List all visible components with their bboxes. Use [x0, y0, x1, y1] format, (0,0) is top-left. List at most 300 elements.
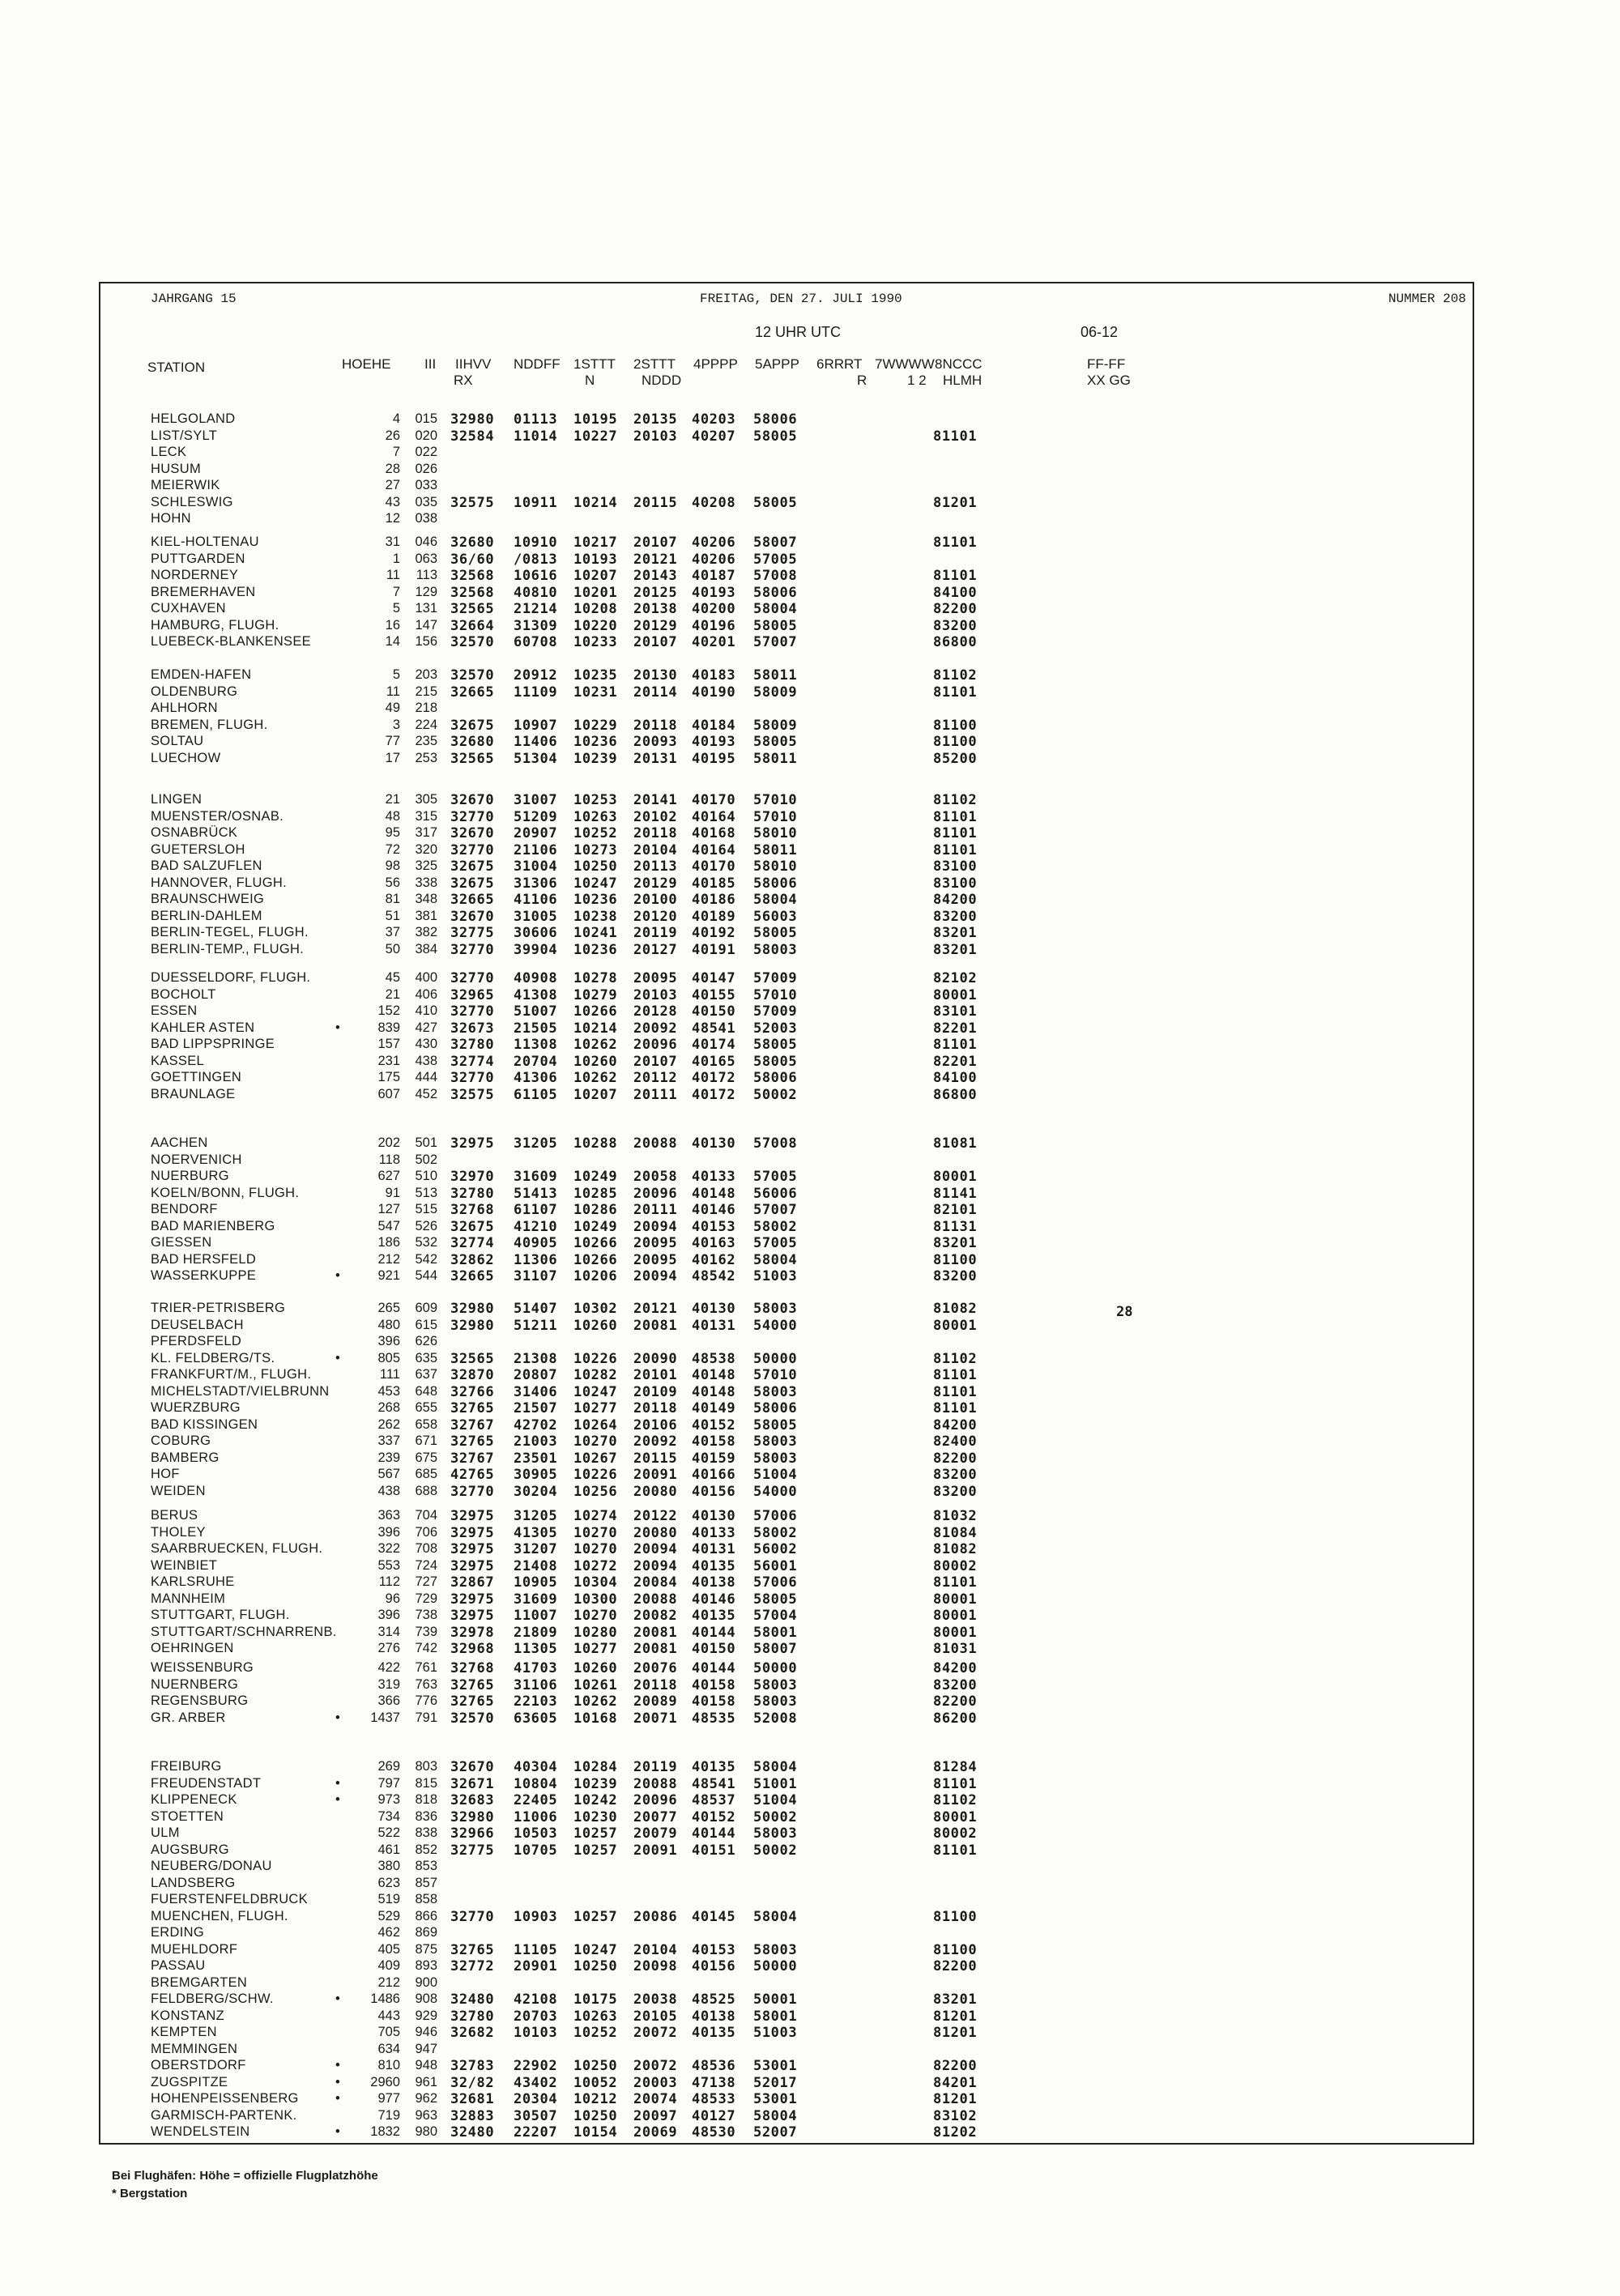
obs-group: 10262 — [573, 1037, 618, 1053]
obs-group: 10249 — [573, 1218, 618, 1235]
obs-group: 40164 — [692, 808, 736, 825]
station-row — [100, 1558, 1473, 1575]
obs-group: 32664 — [450, 617, 495, 634]
obs-group: 20091 — [633, 1842, 678, 1859]
station-row — [100, 1186, 1473, 1203]
obs-group: 10262 — [573, 1070, 618, 1086]
station-name: BENDORF — [151, 1202, 218, 1216]
obs-group: 58006 — [753, 1070, 798, 1086]
obs-group: 20118 — [633, 825, 678, 841]
station-id: 609 — [415, 1301, 437, 1315]
station-height: 239 — [377, 1450, 400, 1465]
station-row — [100, 1433, 1473, 1450]
station-height: 839 — [377, 1020, 400, 1035]
station-id: 727 — [415, 1574, 437, 1589]
station-row — [100, 1625, 1473, 1642]
obs-group: 81101 — [933, 535, 978, 551]
obs-group: 20086 — [633, 1908, 678, 1925]
station-name: PASSAU — [151, 1958, 206, 1973]
obs-group: 32671 — [450, 1775, 495, 1792]
obs-group: 58005 — [753, 617, 798, 634]
obs-group: 20094 — [633, 1218, 678, 1235]
obs-group: 58011 — [753, 841, 798, 858]
obs-group: 32680 — [450, 734, 495, 750]
col-8: 7WWWW — [875, 356, 935, 372]
station-row — [100, 2042, 1473, 2059]
obs-group: 82200 — [933, 1450, 978, 1467]
station-id: 761 — [415, 1660, 437, 1675]
mountain-marker: • — [335, 1775, 340, 1791]
obs-group: 83100 — [933, 858, 978, 875]
obs-group: 10236 — [573, 892, 618, 908]
station-height: 5 — [392, 601, 400, 616]
obs-group: 40131 — [692, 1317, 736, 1334]
station-row — [100, 1809, 1473, 1826]
station-height: 268 — [377, 1400, 400, 1415]
legend-mountain-note: * Bergstation — [112, 2187, 188, 2200]
obs-group: 31309 — [514, 617, 558, 634]
station-row — [100, 1942, 1473, 1959]
station-height: 363 — [377, 1508, 400, 1523]
obs-group: 51003 — [753, 1268, 798, 1284]
station-row — [100, 1541, 1473, 1558]
obs-group: 40162 — [692, 1251, 736, 1268]
obs-group: 20912 — [514, 667, 558, 684]
obs-group: 31406 — [514, 1383, 558, 1400]
station-id: 729 — [415, 1591, 437, 1606]
obs-group: 61105 — [514, 1086, 558, 1103]
obs-group: 58003 — [753, 1450, 798, 1467]
station-name: GOETTINGEN — [151, 1070, 242, 1084]
obs-group: 32883 — [450, 2107, 495, 2124]
col-5: 4PPPP — [693, 356, 738, 372]
station-height: 16 — [385, 617, 400, 633]
obs-group: 10247 — [573, 1383, 618, 1400]
station-row — [100, 1608, 1473, 1625]
obs-group: 40153 — [692, 1218, 736, 1235]
obs-group: 30204 — [514, 1483, 558, 1500]
date-label: FREITAG, DEN 27. JULI 1990 — [700, 292, 902, 306]
obs-group: 10256 — [573, 1483, 618, 1500]
station-height: 380 — [377, 1859, 400, 1873]
col-3: 1STTT — [573, 356, 616, 372]
obs-group: 31106 — [514, 1676, 558, 1693]
obs-group: 51003 — [753, 2025, 798, 2041]
station-row — [100, 1484, 1473, 1501]
obs-group: 10284 — [573, 1759, 618, 1775]
station-id: 147 — [415, 617, 437, 633]
obs-group: 32682 — [450, 2025, 495, 2041]
obs-group: 20080 — [633, 1524, 678, 1541]
obs-group: 10242 — [573, 1792, 618, 1808]
station-name: WEISSENBURG — [151, 1660, 254, 1675]
station-height: 319 — [377, 1676, 400, 1692]
obs-group: 42765 — [450, 1467, 495, 1483]
obs-group: 51209 — [514, 808, 558, 825]
station-name: KARLSRUHE — [151, 1574, 235, 1589]
station-id: 763 — [415, 1676, 437, 1692]
obs-group: 20095 — [633, 970, 678, 986]
obs-group: 32681 — [450, 2091, 495, 2107]
station-name: KLIPPENECK — [151, 1792, 237, 1807]
station-height: 5 — [392, 667, 400, 682]
obs-group: 80001 — [933, 1624, 978, 1641]
station-name: WUERZBURG — [151, 1400, 241, 1415]
obs-group: 80001 — [933, 1169, 978, 1185]
station-height: 396 — [377, 1334, 400, 1348]
obs-group: 20138 — [633, 601, 678, 617]
obs-group: 21505 — [514, 1020, 558, 1037]
obs-group: 32770 — [450, 1070, 495, 1086]
obs-group: 32675 — [450, 717, 495, 734]
station-row — [100, 1792, 1473, 1809]
station-row — [100, 1318, 1473, 1335]
obs-group: 20121 — [633, 1301, 678, 1317]
obs-group: 81031 — [933, 1641, 978, 1657]
station-name: PFERDSFELD — [151, 1334, 242, 1348]
obs-group: 81201 — [933, 2025, 978, 2041]
obs-group: 20901 — [514, 1958, 558, 1974]
station-name: NORDERNEY — [151, 568, 239, 582]
obs-group: 20076 — [633, 1660, 678, 1676]
station-name: KOELN/BONN, FLUGH. — [151, 1185, 300, 1200]
station-row — [100, 1467, 1473, 1484]
obs-group: 10270 — [573, 1524, 618, 1541]
station-height: 51 — [385, 908, 400, 923]
station-height: 529 — [377, 1908, 400, 1923]
station-id: 738 — [415, 1608, 437, 1622]
station-name: MICHELSTADT/VIELBRUNN — [151, 1383, 330, 1399]
obs-group: 20109 — [633, 1383, 678, 1400]
station-name: BAD HERSFELD — [151, 1251, 257, 1267]
station-row — [100, 1710, 1473, 1727]
station-height: 21 — [385, 792, 400, 807]
obs-group: 81101 — [933, 1367, 978, 1383]
obs-group: 81201 — [933, 2008, 978, 2025]
obs-group: 20077 — [633, 1808, 678, 1825]
station-id: 946 — [415, 2025, 437, 2039]
obs-group: 58005 — [753, 1416, 798, 1433]
obs-group: 20128 — [633, 1003, 678, 1020]
obs-group: 10233 — [573, 634, 618, 650]
station-row — [100, 552, 1473, 569]
obs-group: 50000 — [753, 1660, 798, 1676]
station-name: ULM — [151, 1825, 180, 1840]
obs-group: 50000 — [753, 1350, 798, 1367]
obs-group: 10261 — [573, 1676, 618, 1693]
obs-group: 20096 — [633, 1792, 678, 1808]
obs-group: 40148 — [692, 1185, 736, 1202]
station-name: NUERNBERG — [151, 1676, 239, 1692]
mountain-marker: • — [335, 2124, 340, 2139]
station-row — [100, 1268, 1473, 1285]
obs-group: 10503 — [514, 1825, 558, 1842]
obs-group: 31107 — [514, 1268, 558, 1284]
obs-group: 21214 — [514, 601, 558, 617]
obs-group: 20131 — [633, 750, 678, 767]
station-id: 444 — [415, 1070, 437, 1084]
station-id: 857 — [415, 1875, 437, 1890]
station-height: 462 — [377, 1925, 400, 1940]
obs-group: 81102 — [933, 667, 978, 684]
station-id: 235 — [415, 734, 437, 748]
obs-group: 20095 — [633, 1251, 678, 1268]
station-height: 111 — [379, 1367, 400, 1382]
station-height: 276 — [377, 1641, 400, 1655]
station-name: MEMMINGEN — [151, 2041, 238, 2056]
obs-group: 11109 — [514, 684, 558, 701]
station-id: 836 — [415, 1808, 437, 1824]
obs-group: 58004 — [753, 2107, 798, 2124]
station-id: 815 — [415, 1775, 437, 1791]
station-name: FELDBERG/SCHW. — [151, 1991, 274, 2006]
station-name: OEHRINGEN — [151, 1641, 234, 1655]
obs-group: 20107 — [633, 535, 678, 551]
station-row — [100, 1351, 1473, 1368]
station-height: 719 — [377, 2107, 400, 2123]
utc-label: 12 UHR UTC — [755, 324, 842, 340]
obs-group: 40148 — [692, 1367, 736, 1383]
obs-group: 58005 — [753, 734, 798, 750]
obs-group: 20092 — [633, 1020, 678, 1037]
col-7-sub: R — [857, 373, 868, 388]
station-name: MUENCHEN, FLUGH. — [151, 1908, 288, 1923]
obs-group: 20072 — [633, 2025, 678, 2041]
obs-group: 32768 — [450, 1660, 495, 1676]
station-height: 50 — [385, 941, 400, 956]
station-name: BAD LIPPSPRINGE — [151, 1037, 275, 1051]
obs-group: 58011 — [753, 667, 798, 684]
station-name: BAD KISSINGEN — [151, 1416, 258, 1432]
obs-group: 40156 — [692, 1483, 736, 1500]
obs-group: 30606 — [514, 925, 558, 941]
obs-group: 32565 — [450, 601, 495, 617]
obs-group: 57010 — [753, 986, 798, 1003]
obs-group: 57005 — [753, 1235, 798, 1251]
station-row — [100, 1525, 1473, 1542]
station-height: 231 — [377, 1053, 400, 1068]
obs-group: 84200 — [933, 1660, 978, 1676]
obs-group: 20106 — [633, 1416, 678, 1433]
obs-group: 10279 — [573, 986, 618, 1003]
obs-group: 10257 — [573, 1908, 618, 1925]
station-name: KEMPTEN — [151, 2025, 217, 2039]
obs-group: 10262 — [573, 1693, 618, 1710]
obs-group: 31004 — [514, 858, 558, 875]
station-row — [100, 1641, 1473, 1658]
obs-group: 32584 — [450, 428, 495, 445]
station-height: 4 — [392, 411, 400, 426]
obs-group: 21003 — [514, 1433, 558, 1450]
obs-group: 20100 — [633, 892, 678, 908]
obs-group: 32675 — [450, 875, 495, 892]
station-id: 615 — [415, 1317, 437, 1332]
obs-group: 58002 — [753, 1218, 798, 1235]
obs-group: 10236 — [573, 941, 618, 958]
obs-group: 82200 — [933, 601, 978, 617]
station-height: 262 — [377, 1416, 400, 1432]
obs-group: 83101 — [933, 1003, 978, 1020]
obs-group: 32975 — [450, 1524, 495, 1541]
station-id: 637 — [415, 1367, 437, 1382]
obs-group: 32565 — [450, 1350, 495, 1367]
obs-group: 82400 — [933, 1433, 978, 1450]
obs-group: 58003 — [753, 1825, 798, 1842]
station-row — [100, 1842, 1473, 1859]
obs-group: 83201 — [933, 1991, 978, 2008]
obs-group: 81100 — [933, 734, 978, 750]
obs-group: 32780 — [450, 1185, 495, 1202]
obs-group: 32765 — [450, 1941, 495, 1958]
obs-group: 81101 — [933, 825, 978, 841]
station-height: 72 — [385, 841, 400, 857]
station-id: 532 — [415, 1235, 437, 1250]
station-height: 567 — [377, 1467, 400, 1481]
col-4-sub: NDDD — [642, 373, 682, 388]
obs-group: 40156 — [692, 1958, 736, 1974]
station-height: 127 — [377, 1202, 400, 1216]
issue-number: NUMMER 208 — [1388, 292, 1467, 306]
obs-group: 32770 — [450, 841, 495, 858]
obs-group: 10277 — [573, 1400, 618, 1416]
obs-group: 63605 — [514, 1710, 558, 1727]
obs-group: 21308 — [514, 1350, 558, 1367]
station-row — [100, 2025, 1473, 2042]
col-8-sub: 1 2 — [907, 373, 927, 388]
station-height: 1486 — [370, 1991, 400, 2006]
obs-group: 40150 — [692, 1641, 736, 1657]
obs-group: 20125 — [633, 584, 678, 601]
obs-group: 40170 — [692, 792, 736, 808]
obs-group: 20113 — [633, 858, 678, 875]
station-height: 634 — [377, 2041, 400, 2056]
obs-group: 40166 — [692, 1467, 736, 1483]
obs-group: 20071 — [633, 1710, 678, 1727]
obs-group: 10239 — [573, 1775, 618, 1792]
station-name: HOHN — [151, 511, 191, 526]
station-id: 400 — [415, 970, 437, 985]
station-id: 020 — [415, 428, 437, 443]
obs-group: 40159 — [692, 1450, 736, 1467]
obs-group: 32975 — [450, 1557, 495, 1574]
obs-group: 20119 — [633, 1759, 678, 1775]
obs-group: 50002 — [753, 1842, 798, 1859]
station-height: 26 — [385, 428, 400, 443]
station-height: 973 — [377, 1792, 400, 1807]
col-station: STATION — [147, 360, 206, 375]
obs-group: 20088 — [633, 1591, 678, 1608]
station-id: 338 — [415, 875, 437, 890]
obs-group: 32775 — [450, 925, 495, 941]
station-name: BERUS — [151, 1508, 198, 1523]
obs-group: 32568 — [450, 584, 495, 601]
station-id: 852 — [415, 1842, 437, 1857]
station-row — [100, 1400, 1473, 1417]
side-col-2: XX GG — [1087, 373, 1131, 388]
obs-group: 10201 — [573, 584, 618, 601]
obs-group: 40203 — [692, 411, 736, 428]
obs-group: 10270 — [573, 1541, 618, 1557]
obs-group: 58005 — [753, 1591, 798, 1608]
obs-group: 10220 — [573, 617, 618, 634]
station-row — [100, 1677, 1473, 1694]
obs-group: 40135 — [692, 2025, 736, 2041]
station-name: REGENSBURG — [151, 1693, 249, 1708]
obs-group: 20121 — [633, 551, 678, 568]
station-name: OLDENBURG — [151, 684, 238, 699]
obs-group: 40208 — [692, 494, 736, 511]
obs-group: 57010 — [753, 1367, 798, 1383]
obs-group: 58003 — [753, 941, 798, 958]
obs-group: 32/82 — [450, 2074, 495, 2091]
obs-group: 57007 — [753, 1202, 798, 1218]
station-id: 317 — [415, 825, 437, 840]
station-height: 461 — [377, 1842, 400, 1857]
obs-group: 20082 — [633, 1608, 678, 1624]
station-row — [100, 942, 1473, 959]
col-9-sub: HLMH — [943, 373, 983, 388]
obs-group: 10266 — [573, 1235, 618, 1251]
station-name: CUXHAVEN — [151, 601, 226, 616]
obs-group: 57006 — [753, 1574, 798, 1591]
obs-group: 31609 — [514, 1591, 558, 1608]
obs-group: 40190 — [692, 684, 736, 701]
obs-group: 40187 — [692, 568, 736, 584]
station-id: 962 — [415, 2091, 437, 2106]
side-value: 28 — [1116, 1304, 1133, 1320]
station-name: OBERSTDORF — [151, 2058, 246, 2072]
obs-group: 23501 — [514, 1450, 558, 1467]
obs-group: 31609 — [514, 1169, 558, 1185]
station-id: 320 — [415, 841, 437, 857]
obs-group: 58004 — [753, 892, 798, 908]
obs-group: 32670 — [450, 792, 495, 808]
station-id: 438 — [415, 1053, 437, 1068]
obs-group: 40172 — [692, 1070, 736, 1086]
obs-group: 32565 — [450, 750, 495, 767]
station-height: 623 — [377, 1875, 400, 1890]
obs-group: 40144 — [692, 1825, 736, 1842]
obs-group: 10212 — [573, 2091, 618, 2107]
obs-group: 40206 — [692, 551, 736, 568]
station-height: 366 — [377, 1693, 400, 1708]
station-name: BERLIN-TEMP., FLUGH. — [151, 941, 305, 956]
obs-group: 40158 — [692, 1433, 736, 1450]
obs-group: 20107 — [633, 634, 678, 650]
station-row — [100, 2008, 1473, 2026]
obs-group: 10247 — [573, 875, 618, 892]
obs-group: 84200 — [933, 1416, 978, 1433]
station-name: MANNHEIM — [151, 1591, 226, 1606]
obs-group: 39904 — [514, 941, 558, 958]
station-id: 406 — [415, 986, 437, 1002]
obs-group: 58009 — [753, 684, 798, 701]
obs-group: 32765 — [450, 1400, 495, 1416]
station-row — [100, 1859, 1473, 1876]
obs-group: 40135 — [692, 1759, 736, 1775]
obs-group: 20907 — [514, 825, 558, 841]
obs-group: 32783 — [450, 2058, 495, 2074]
obs-group: 32675 — [450, 858, 495, 875]
mountain-marker: • — [335, 1710, 340, 1725]
station-height: 91 — [385, 1185, 400, 1200]
obs-group: 36/60 — [450, 551, 495, 568]
obs-group: 10910 — [514, 535, 558, 551]
obs-group: 40189 — [692, 908, 736, 925]
obs-group: 20081 — [633, 1624, 678, 1641]
station-name: AACHEN — [151, 1135, 208, 1150]
station-name: STUTTGART/SCHNARRENB. — [151, 1624, 337, 1639]
